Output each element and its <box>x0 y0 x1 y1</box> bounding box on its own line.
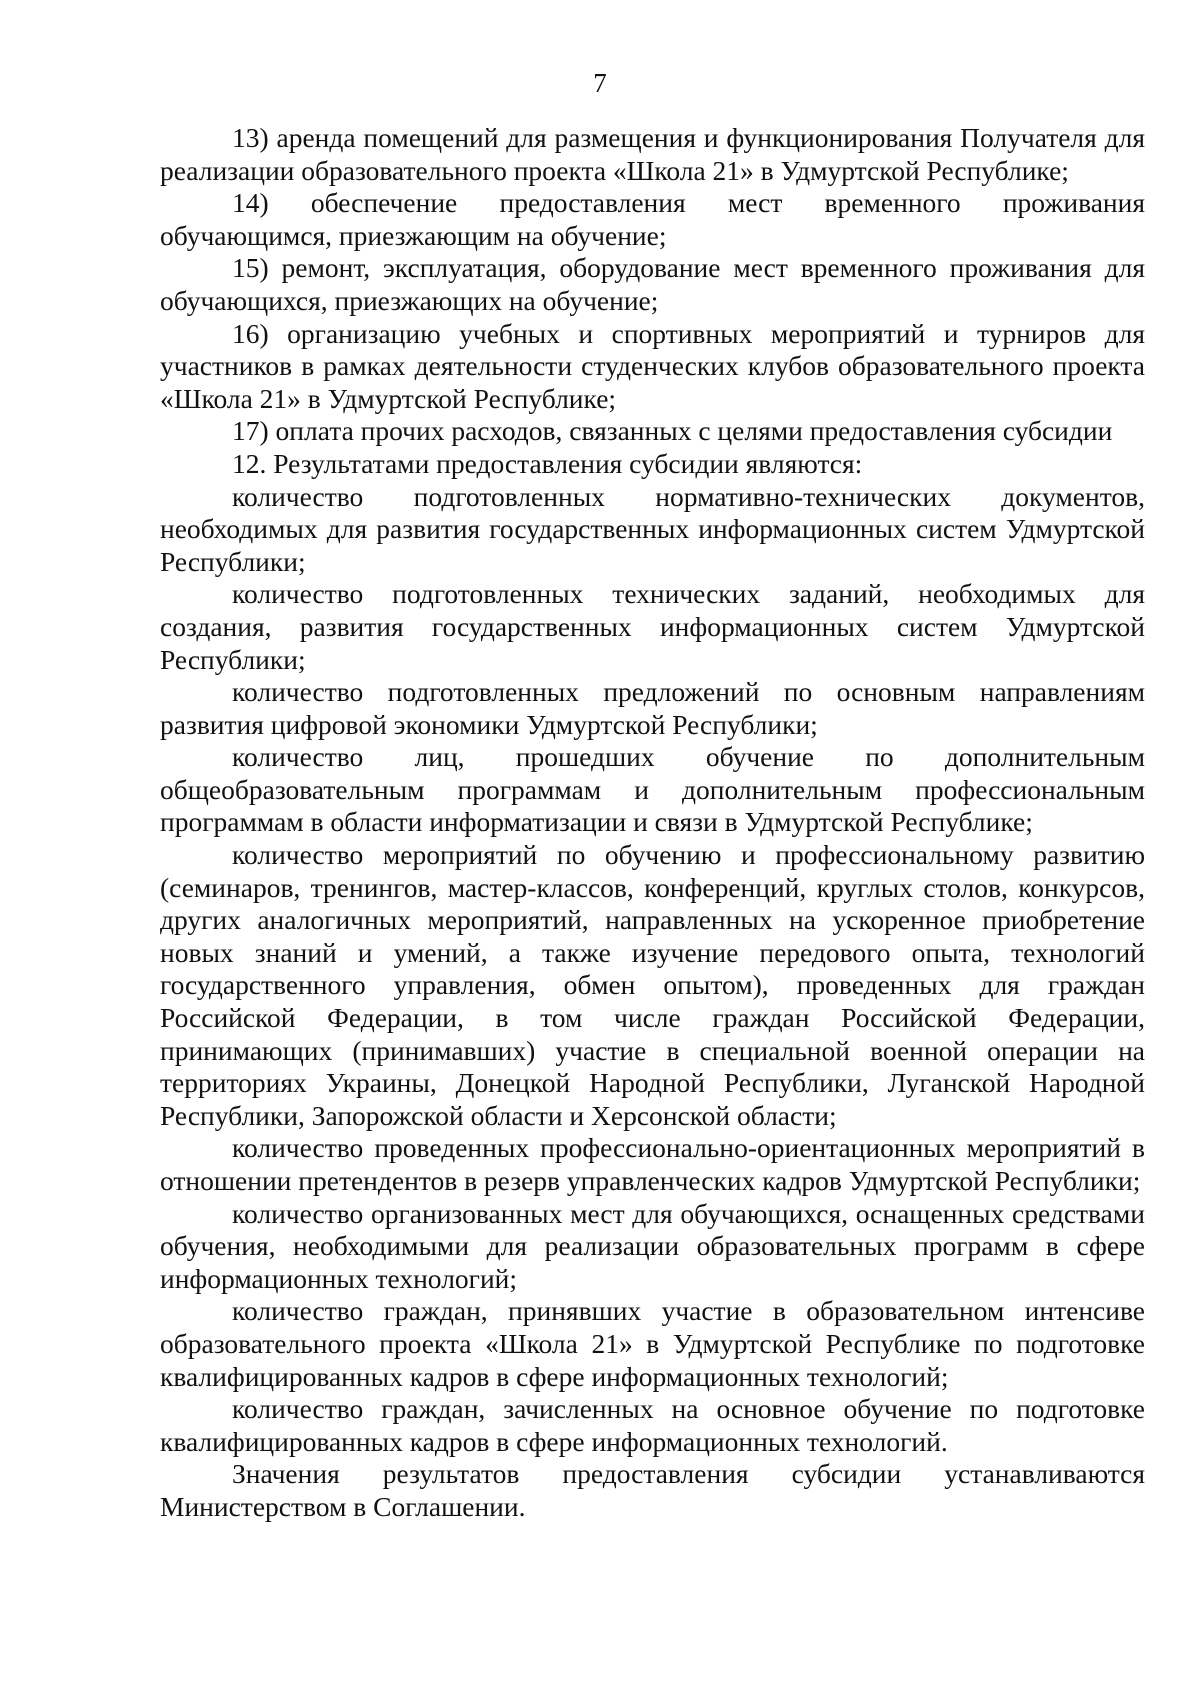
paragraph-item-17: 17) оплата прочих расходов, связанных с целями предоставления субсидии <box>232 415 1113 447</box>
result-normative-documents: количество подготовленных нормативно-технических документов, необходимых для развития государственных информационных систем Удмуртской Республики; <box>160 480 1145 577</box>
result-equipped-places: количество организованных мест для обучающихся, оснащенных средствами обучения, необходимыми для реализации образовательных программ в сфере информационных технологий; <box>160 1197 1145 1294</box>
result-technical-tasks: количество подготовленных технических заданий, необходимых для создания, развития государственных информационных систем Удмуртской Республики; <box>160 578 1145 675</box>
result-trained-persons: количество лиц, прошедших обучение по дополнительным общеобразовательным программам и дополнительным профессиональным программам в области информатизации и связи в Удмуртской Республике; <box>160 741 1145 838</box>
result-orientation-events: количество проведенных профессионально-ориентационных мероприятий в отношении претендентов в резерв управленческих кадров Удмуртской Республики; <box>160 1132 1145 1196</box>
section-12-heading: 12. Результатами предоставления субсидии являются: <box>232 447 863 479</box>
page-number: 7 <box>593 68 607 98</box>
result-training-events: количество мероприятий по обучению и профессиональному развитию (семинаров, тренингов, мастер-классов, конференций, круглых столов, конкурсов, других аналогичных мероприятий, направленных на ускоренное приобретение новых знаний и умений, а также изучение передового опыта, технологий государственного управления, обмен опытом), проведенных для граждан Российской Федерации, в том числе граждан Российской Федерации, принимающих (принимавших) участие в специальной военной операции на территориях Украины, Донецкой Народной Республики, Луганской Народной Республики, Запорожской области и Херсонской области; <box>160 839 1145 1131</box>
paragraph-item-13: 13) аренда помещений для размещения и функционирования Получателя для реализации образовательного проекта «Школа 21» в Удмуртской Республике; <box>160 122 1145 186</box>
document-body <box>160 122 1145 1524</box>
result-digital-economy-proposals: количество подготовленных предложений по основным направлениям развития цифровой экономики Удмуртской Республики; <box>160 676 1145 740</box>
paragraph-item-16: 16) организацию учебных и спортивных мероприятий и турниров для участников в рамках деятельности студенческих клубов образовательного проекта «Школа 21» в Удмуртской Республике; <box>160 317 1145 414</box>
result-enrolled-citizens: количество граждан, зачисленных на основное обучение по подготовке квалифицированных кадров в сфере информационных технологий. <box>160 1393 1145 1457</box>
paragraph-item-14: 14) обеспечение предоставления мест временного проживания обучающимся, приезжающим на обучение; <box>160 187 1145 251</box>
paragraph-item-15: 15) ремонт, эксплуатация, оборудование мест временного проживания для обучающихся, приезжающих на обучение; <box>160 252 1145 316</box>
result-values-statement: Значения результатов предоставления субсидии устанавливаются Министерством в Соглашении. <box>160 1458 1145 1522</box>
result-intensive-participants: количество граждан, принявших участие в образовательном интенсиве образовательного проекта «Школа 21» в Удмуртской Республике по подготовке квалифицированных кадров в сфере информационных технологий; <box>160 1295 1145 1392</box>
